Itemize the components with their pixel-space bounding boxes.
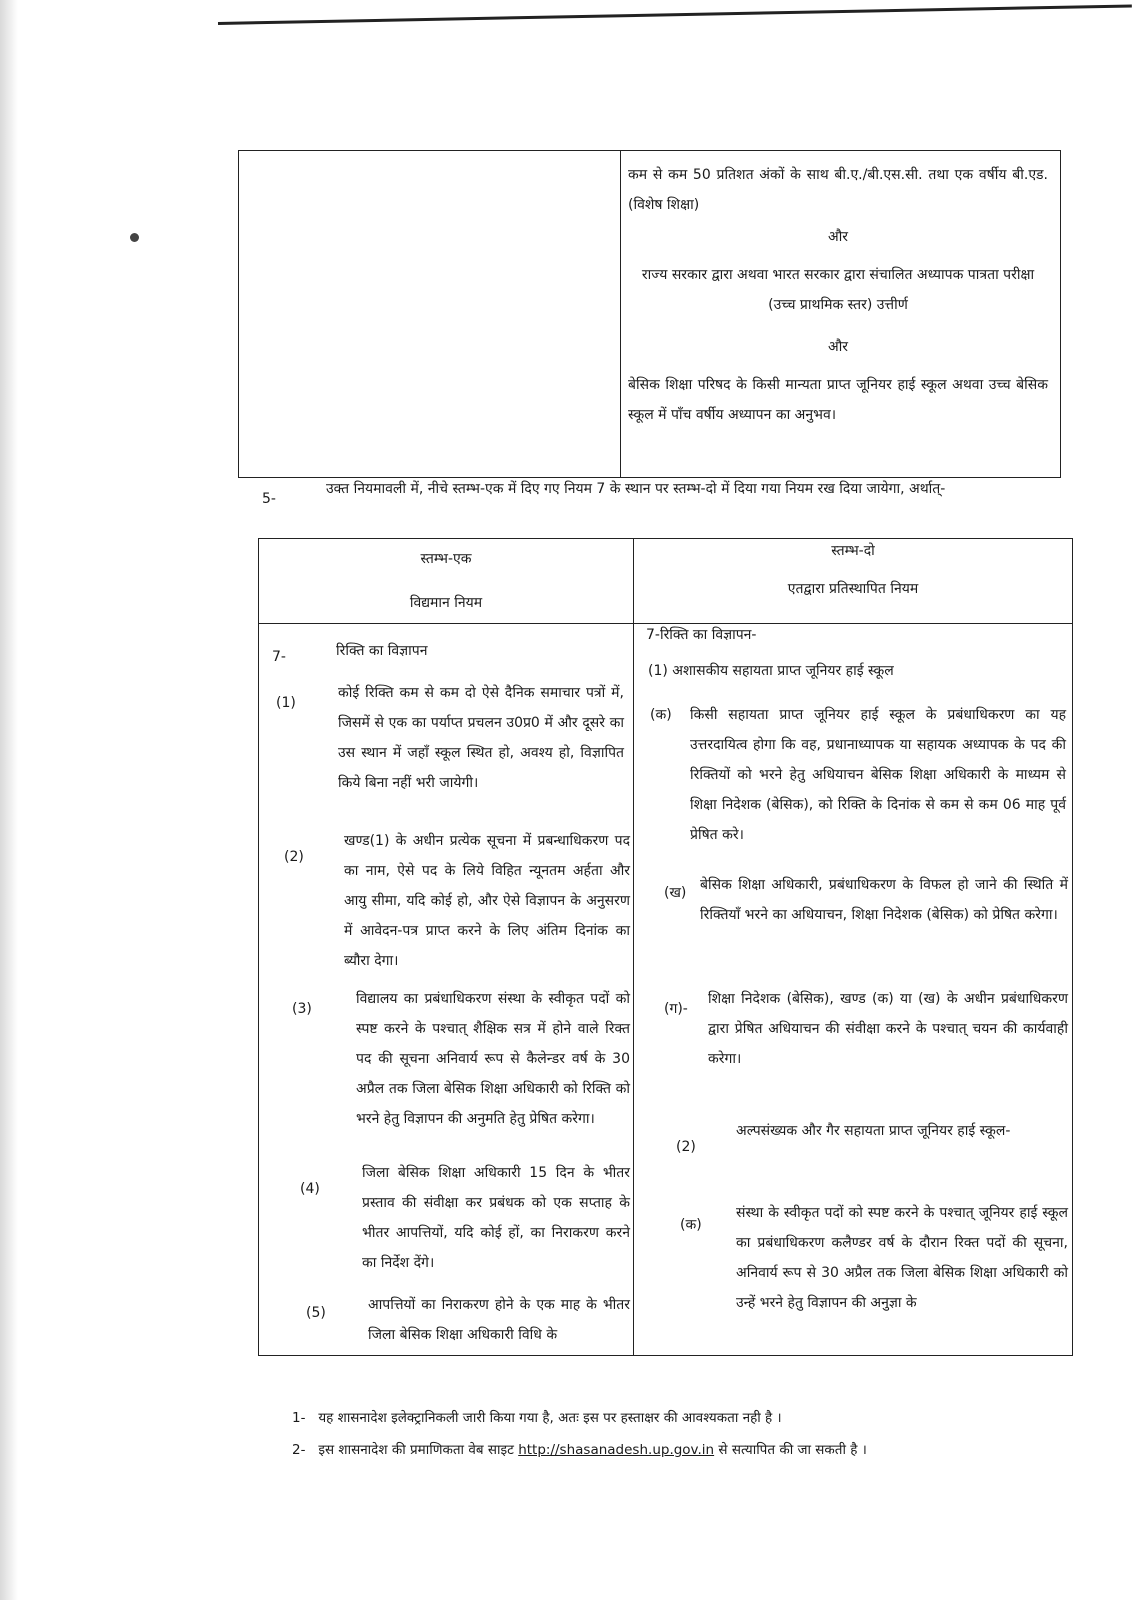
column-one-item-num: (5) [306,1305,326,1321]
column-one-item-num: (2) [284,849,304,865]
column-divider [633,538,634,1356]
footer-note-2-number: 2- [292,1442,306,1458]
column-one-item-num: (4) [300,1181,320,1197]
section-5-number: 5- [262,491,276,507]
footer-note-2 [292,1440,1112,1458]
column-one-rule-title: रिक्ति का विज्ञापन [336,643,428,659]
qualification-and-2: और [827,339,849,355]
footer-note-1-text: यह शासनादेश इलेक्ट्रानिकली जारी किया गया है, अतः इस पर हस्ताक्षर की आवश्यकता नही है । [318,1410,782,1426]
column-two-item-text: किसी सहायता प्राप्त जूनियर हाई स्कूल के प्रबंधाधिकरण का यह उत्तरदायित्व होगा कि वह, प्रधानाध्यापक या सहायक अध्यापक के पद की रिक्तियों को भरने हेतु अधियाचन बेसिक शिक्षा अधिकारी के माध्यम से शिक्षा निदेशक (बेसिक), को रिक्ति के दिनांक से कम से कम 06 माह पूर्व प्रेषित करे। [690,707,1066,843]
section-5-text: उक्त नियमावली में, नीचे स्तम्भ-एक में दिए गए नियम 7 के स्थान पर स्तम्भ-दो में दिया गया नियम रख दिया जायेगा, अर्थात्- [326,481,946,497]
column-two-item-num: (ग)- [664,1001,688,1017]
column-two-sub1-title: (1) अशासकीय सहायता प्राप्त जूनियर हाई स्कूल [648,663,894,679]
column-two-subheader: एतद्वारा प्रतिस्थापित नियम [787,581,919,597]
footer-note-1-number: 1- [292,1410,306,1426]
column-two-sub2-num: (2) [676,1139,696,1155]
column-one-subheader: विद्यमान नियम [409,595,483,611]
column-one-header: स्तम्भ-एक [420,551,472,567]
qualification-divider [620,150,621,478]
qualification-line-3: बेसिक शिक्षा परिषद के किसी मान्यता प्राप्त जूनियर हाई स्कूल अथवा उच्च बेसिक स्कूल में पाँच वर्षीय अध्यापन का अनुभव। [628,377,1048,423]
column-one-item-text: कोई रिक्ति कम से कम दो ऐसे दैनिक समाचार पत्रों में, जिसमें से एक का पर्याप्त प्रचलन उ0प्र0 में और दूसरे का उस स्थान में जहाँ स्कूल स्थित हो, अवश्य हो, विज्ञापित किये बिना नहीं भरी जायेगी। [338,685,624,791]
column-one-item-text: खण्ड(1) के अधीन प्रत्येक सूचना में प्रबन्धाधिकरण पद का नाम, ऐसे पद के लिये विहित न्यूनतम अर्हता और आयु सीमा, यदि कोई हो, और ऐसे विज्ञापन के अनुसरण में आवेदन-पत्र प्राप्त करने के लिए अंतिम दिनांक का ब्यौरा देगा। [344,833,630,969]
footer-note-2-pre: इस शासनादेश की प्रमाणिकता वेब साइट [318,1442,514,1458]
column-one-item-text: जिला बेसिक शिक्षा अधिकारी 15 दिन के भीतर प्रस्ताव की संवीक्षा कर प्रबंधक को एक सप्ताह के भीतर आपत्तियों, यदि कोई हों, का निराकरण करने का निर्देश देंगे। [362,1165,630,1271]
column-two-item-text: शिक्षा निदेशक (बेसिक), खण्ड (क) या (ख) के अधीन प्रबंधाधिकरण द्वारा प्रेषित अधियाचन की संवीक्षा करने के पश्चात् चयन की कार्यवाही करेगा। [708,991,1068,1067]
footer-note-2-post: से सत्यापित की जा सकती है । [718,1442,867,1458]
column-one-item-text: विद्यालय का प्रबंधाधिकरण संस्था के स्वीकृत पदों को स्पष्ट करने के पश्चात् शैक्षिक सत्र में होने वाले रिक्त पद की सूचना अनिवार्य रूप से कैलेन्डर वर्ष के 30 अप्रैल तक जिला बेसिक शिक्षा अधिकारी को रिक्ति को भरने हेतु विज्ञापन की अनुमति हेतु प्रेषित करेगा। [356,991,630,1127]
column-two-header: स्तम्भ-दो [831,543,875,559]
column-two-item-text: बेसिक शिक्षा अधिकारी, प्रबंधाधिकरण के विफल हो जाने की स्थिति में रिक्तियाँ भरने का अधियाचन, शिक्षा निदेशक (बेसिक) को प्रेषित करेगा। [700,877,1068,923]
column-one-rule-number: 7- [272,649,286,665]
column-one-item-text: आपत्तियों का निराकरण होने के एक माह के भीतर जिला बेसिक शिक्षा अधिकारी विधि के [368,1297,630,1343]
verification-link[interactable]: http://shasanadesh.up.gov.in [518,1442,715,1458]
column-one-item-num: (3) [292,1001,312,1017]
scan-edge-shadow [0,0,18,1600]
qualification-and-1: और [827,229,849,245]
scan-top-line [218,4,1132,25]
column-two-item-num: (क) [680,1217,702,1233]
column-two-rule-title: 7-रिक्ति का विज्ञापन- [646,627,757,643]
column-one-item-num: (1) [276,695,296,711]
qualification-line-2: राज्य सरकार द्वारा अथवा भारत सरकार द्वारा संचालित अध्यापक पात्रता परीक्षा (उच्च प्राथमिक स्तर) उत्तीर्ण [641,267,1035,313]
column-two-item-num: (क) [650,707,672,723]
column-two-item-text: संस्था के स्वीकृत पदों को स्पष्ट करने के पश्चात् जूनियर हाई स्कूल का प्रबंधाधिकरण कलैण्डर वर्ष के दौरान रिक्त पदों की सूचना, अनिवार्य रूप से 30 अप्रैल तक जिला बेसिक शिक्षा अधिकारी को उन्हें भरने हेतु विज्ञापन की अनुज्ञा के [736,1205,1068,1311]
scan-speck [130,233,139,242]
footer-note-1 [292,1408,1112,1426]
column-two-item-num: (ख) [664,885,687,901]
column-two-sub2-title: अल्पसंख्यक और गैर सहायता प्राप्त जूनियर हाई स्कूल- [736,1123,1011,1139]
qualification-line-1: कम से कम 50 प्रतिशत अंकों के साथ बी.ए./बी.एस.सी. तथा एक वर्षीय बी.एड. (विशेष शिक्षा) [628,167,1048,213]
